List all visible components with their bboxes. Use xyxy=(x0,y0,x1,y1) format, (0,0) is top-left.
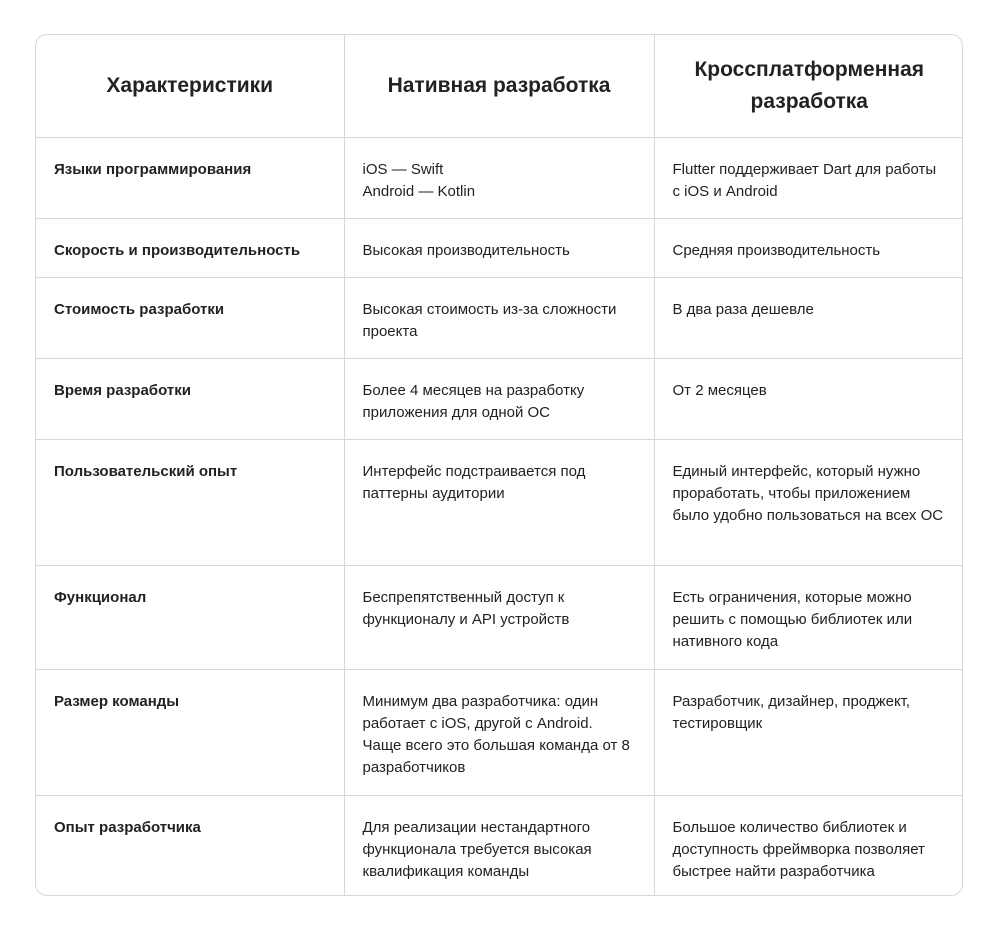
row-cross: От 2 месяцев xyxy=(654,358,963,439)
table-header-row xyxy=(36,35,963,137)
row-cross: Есть ограничения, которые можно решить с помощью библиотек или нативного кода xyxy=(654,565,963,669)
row-characteristic: Пользовательский опыт xyxy=(36,439,344,565)
comparison-table xyxy=(36,35,963,895)
row-characteristic: Скорость и производительность xyxy=(36,218,344,277)
row-native: Более 4 месяцев на разработку приложения для одной ОС xyxy=(344,358,654,439)
row-cross: Разработчик, дизайнер, проджект, тестировщик xyxy=(654,669,963,795)
table-row xyxy=(36,439,963,565)
table-row xyxy=(36,218,963,277)
header-characteristics: Характеристики xyxy=(36,35,344,137)
row-native: Для реализации нестандартного функционала требуется высокая квалификация команды xyxy=(344,795,654,895)
table-row xyxy=(36,565,963,669)
row-native: Беспрепятственный доступ к функционалу и API устройств xyxy=(344,565,654,669)
row-characteristic: Языки программирования xyxy=(36,137,344,218)
header-cross-platform: Кроссплатформенная разработка xyxy=(654,35,963,137)
row-native: Высокая стоимость из-за сложности проекта xyxy=(344,277,654,358)
table-row xyxy=(36,137,963,218)
row-native: Интерфейс подстраивается под паттерны аудитории xyxy=(344,439,654,565)
row-characteristic: Время разработки xyxy=(36,358,344,439)
row-characteristic: Размер команды xyxy=(36,669,344,795)
row-cross: Flutter поддерживает Dart для работы с iOS и Android xyxy=(654,137,963,218)
comparison-table-container xyxy=(35,34,963,896)
header-native: Нативная разработка xyxy=(344,35,654,137)
table-row xyxy=(36,358,963,439)
row-cross: Средняя производительность xyxy=(654,218,963,277)
native-line: Android — Kotlin xyxy=(362,182,476,200)
table-row xyxy=(36,277,963,358)
row-characteristic: Опыт разработчика xyxy=(36,795,344,895)
table-row xyxy=(36,795,963,895)
row-cross: Большое количество библиотек и доступность фреймворка позволяет быстрее найти разработчика xyxy=(672,818,925,880)
row-cross: Единый интерфейс, который нужно проработать, чтобы приложением было удобно пользоваться на всех ОС xyxy=(654,439,963,565)
row-native: Минимум два разработчика: один работает с iOS, другой с Android. Чаще всего это большая команда от 8 разработчиков xyxy=(344,669,654,795)
row-native: Высокая производительность xyxy=(344,218,654,277)
row-characteristic: Функционал xyxy=(36,565,344,669)
native-line: iOS — Swift xyxy=(362,160,444,178)
row-cross: В два раза дешевле xyxy=(654,277,963,358)
table-row xyxy=(36,669,963,795)
row-characteristic: Стоимость разработки xyxy=(36,277,344,358)
row-native xyxy=(344,137,654,218)
